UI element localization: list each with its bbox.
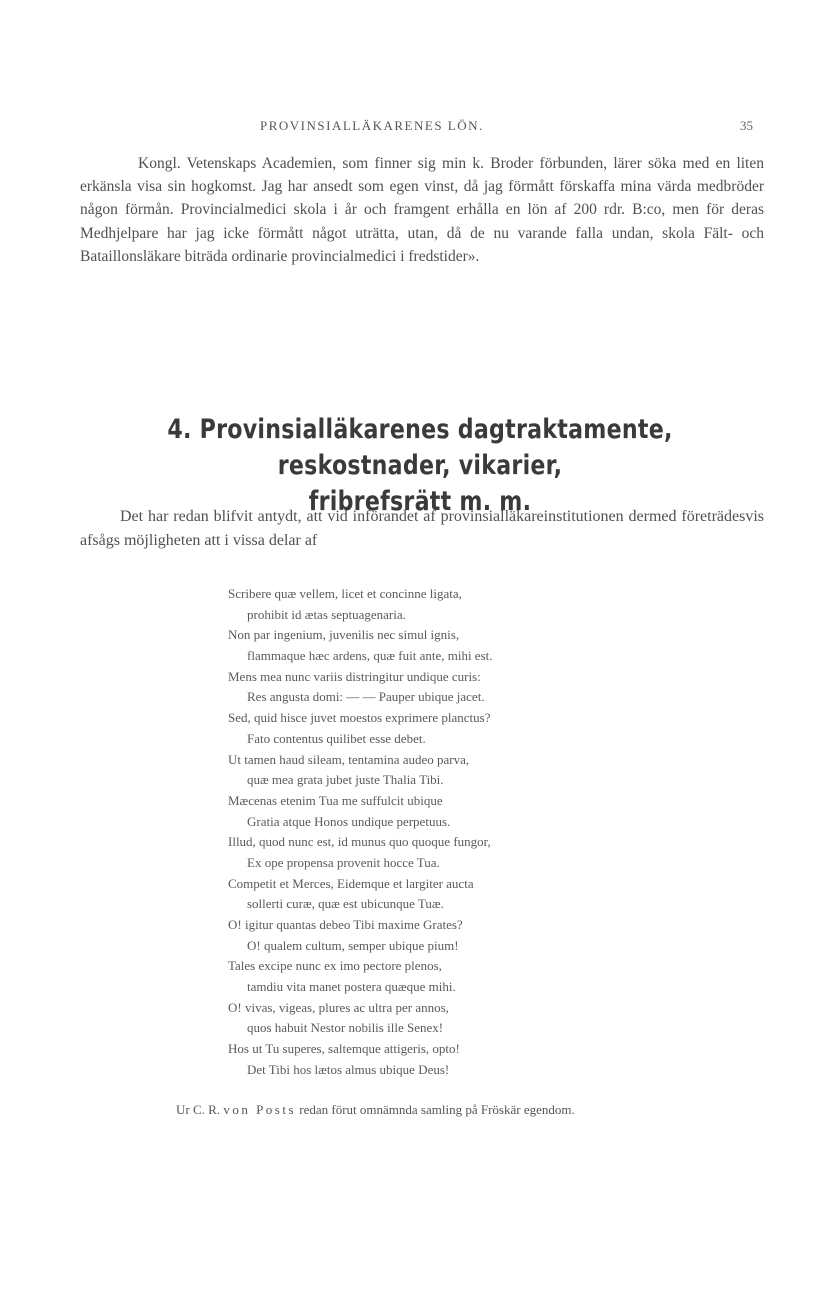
source-suffix: redan förut omnämnda samling på Fröskär egendom.: [299, 1102, 575, 1117]
poem-line: flammaque hæc ardens, quæ fuit ante, mihi est.: [247, 648, 493, 664]
poem-line: Scribere quæ vellem, licet et concinne ligata,: [228, 586, 462, 601]
poem-line: Mæcenas etenim Tua me suffulcit ubique: [228, 792, 443, 808]
poem-line: prohibit id ætas septuagenaria.: [247, 606, 406, 622]
poem-line: quæ mea grata jubet juste Thalia Tibi.: [247, 772, 444, 788]
poem-line: Ut tamen haud sileam, tentamina audeo parva,: [228, 751, 470, 767]
page-header: [0, 118, 830, 138]
poem-line: Non par ingenium, juvenilis nec simul ignis,: [228, 627, 460, 643]
poem-line: Competit et Merces, Eidemque et largiter aucta: [228, 875, 474, 891]
section-heading: [108, 412, 731, 520]
poem-line: sollerti curæ, quæ est ubicunque Tuæ.: [247, 896, 444, 912]
running-title: PROVINSIALLÄKARENES LÖN.: [260, 118, 484, 133]
poem-line: O! igitur quantas debeo Tibi maxime Grates?: [228, 917, 463, 932]
poem-line: Tales excipe nunc ex imo pectore plenos,: [228, 958, 442, 974]
poem-line: Illud, quod nunc est, id munus quo quoque fungor,: [228, 834, 491, 850]
poem-line: Fato contentus quilibet esse debet.: [247, 730, 426, 746]
poem-line: O! vivas, vigeas, plures ac ultra per annos,: [228, 999, 449, 1015]
poem-line: Det Tibi hos lætos almus ubique Deus!: [247, 1061, 450, 1077]
source-attribution: [176, 1102, 575, 1118]
page-number: 35: [740, 118, 753, 133]
poem-line: Mens mea nunc variis distringitur undique curis:: [228, 668, 481, 684]
poem-line: quos habuit Nestor nobilis ille Senex!: [247, 1020, 444, 1036]
intro-paragraph: Kongl. Vetenskaps Academien, som finner sig min k. Broder förbunden, lärer söka med en liten erkänsla visa sin hogkomst. Jag har ansedt som egen vinst, då jag förmått förskaffa mina värda medbröder någon förmån. Provincialmedici skola i år och framgent erhålla en lön af 200 rdr. B:co, men för deras Medhjelpare har jag icke förmått något uträtta, utan, då de nu varande falla undan, skola Fält- och Bataillonsläkare biträda ordinarie provincialmedici i fredstider».: [80, 155, 764, 265]
source-author: von Posts: [223, 1102, 297, 1117]
section-heading-line-1: 4. Provinsialläkarenes dagtraktamente, reskostnader, vikarier,: [167, 414, 673, 481]
body-paragraph: Det har redan blifvit antydt, att vid införandet af provinsialläkareinstitutionen dermed företrädesvis afsågs möjligheten att i vissa delar af: [80, 508, 764, 549]
source-prefix: Ur C. R.: [176, 1102, 221, 1117]
latin-poem: [228, 584, 748, 1081]
poem-line: Hos ut Tu superes, saltemque attigeris, opto!: [228, 1041, 460, 1057]
poem-line: Sed, quid hisce juvet moestos exprimere planctus?: [228, 710, 491, 726]
section-heading-line-2: fribrefsrätt m. m.: [308, 486, 532, 517]
poem-line: tamdiu vita manet postera quæque mihi.: [247, 979, 456, 995]
poem-line: Gratia atque Honos undique perpetuus.: [247, 813, 451, 829]
poem-line: Ex ope propensa provenit hocce Tua.: [247, 854, 440, 870]
poem-line: Res angusta domi: — — Pauper ubique jacet.: [247, 689, 485, 705]
poem-line: O! qualem cultum, semper ubique pium!: [247, 937, 459, 953]
